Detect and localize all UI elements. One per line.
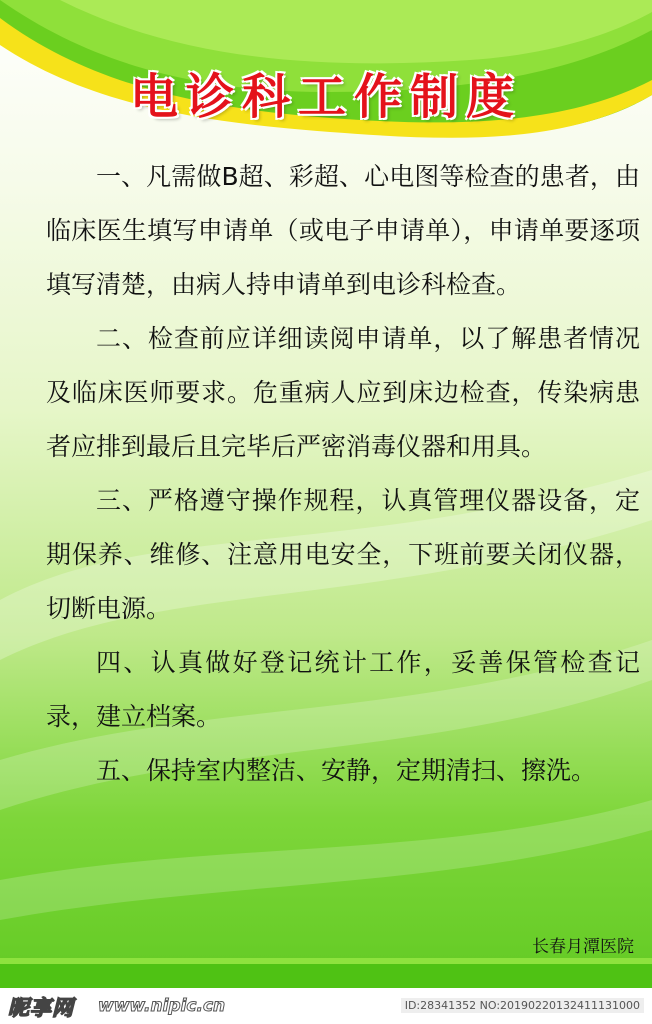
rule-paragraph-3: 三、严格遵守操作规程，认真管理仪器设备，定期保养、维修、注意用电安全，下班前要关闭仪器，切断电源。 [46,486,640,623]
page-title: 电诊科工作制度 [129,69,522,125]
hospital-name: 长春月潭医院 [532,937,634,957]
rule-paragraph-5: 五、保持室内整洁、安静，定期清扫、擦洗。 [96,756,597,785]
watermark-id: ID:28341352 NO:20190220132411131000 [401,998,644,1013]
rules-body [46,150,640,798]
watermark-logo: 昵享网 [8,996,74,1020]
rule-paragraph-1: 一、凡需做B超、彩超、心电图等检查的患者，由临床医生填写申请单（或电子申请单），申请单要逐项填写清楚，由病人持申请单到电诊科检查。 [46,162,640,299]
rule-paragraph-2: 二、检查前应详细读阅申请单，以了解患者情况及临床医师要求。危重病人应到床边检查，传染病患者应排到最后且完毕后严密消毒仪器和用具。 [46,324,640,461]
watermark-url[interactable]: www.nipic.cn [98,996,226,1016]
watermark-bar [0,988,652,1024]
rule-paragraph-4: 四、认真做好登记统计工作，妥善保管检查记录，建立档案。 [46,648,640,731]
